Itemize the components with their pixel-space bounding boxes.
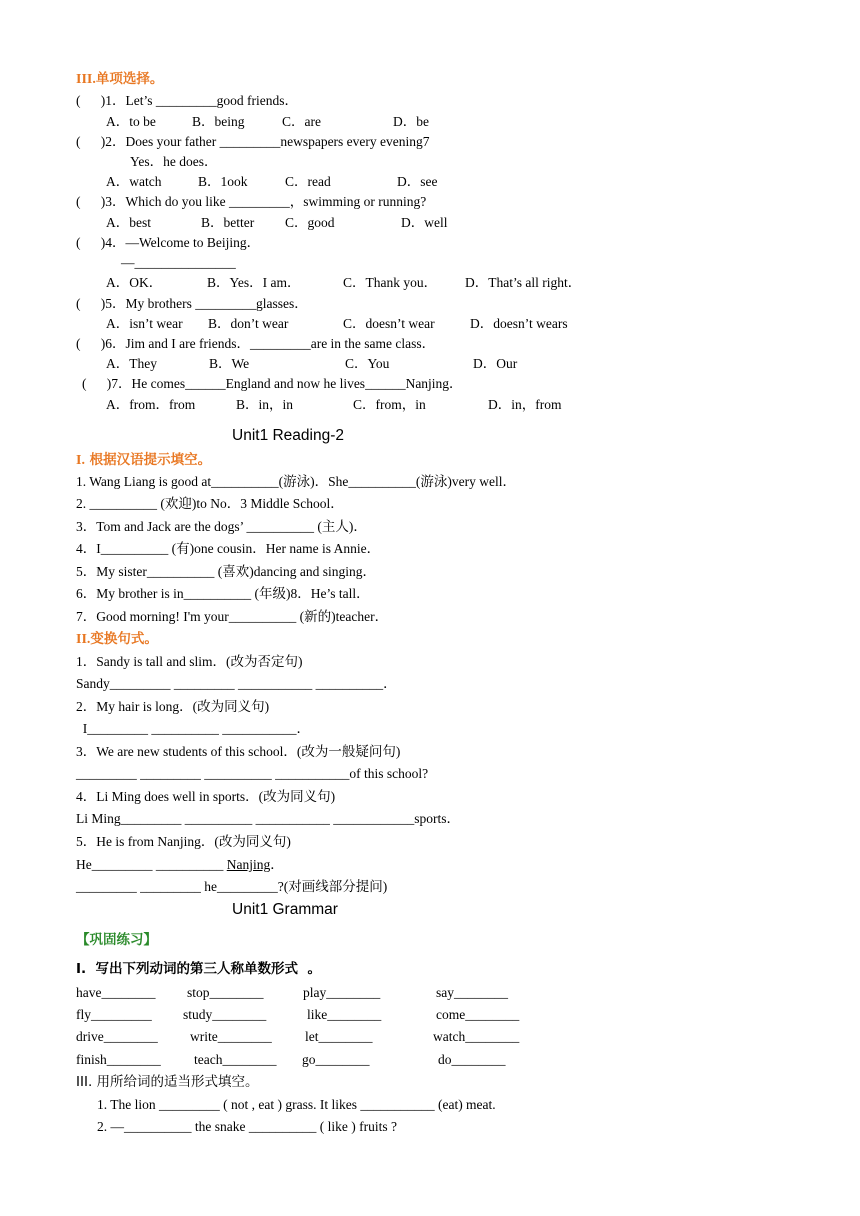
verb-play: play________ bbox=[303, 985, 381, 1000]
fill-item-5: 5．My sister__________ (喜欢)dancing and singing． bbox=[76, 564, 376, 579]
fill-item-1: 1. Wang Liang is good at__________(游泳)．She__________(游泳)very well． bbox=[76, 474, 516, 489]
transform-item-4-question: 4．Li Ming does well in sports．(改为同义句) bbox=[76, 789, 336, 804]
q2-option-c: C．read bbox=[285, 174, 331, 189]
q5-option-d: D．doesn’t wears bbox=[470, 316, 568, 331]
q7-stem: ( )7．He comes______England and now he lives______Nanjing． bbox=[82, 376, 463, 391]
grammar-title: Unit1 Grammar bbox=[232, 901, 338, 918]
verb-watch: watch________ bbox=[433, 1029, 520, 1044]
underlined-word: Nanjing bbox=[226, 857, 271, 872]
transform-item-5-question: 5．He is from Nanjing．(改为同义句) bbox=[76, 834, 291, 849]
q3-option-d: D．well bbox=[401, 215, 448, 230]
transform-item-5-extra: _________ _________ he_________?(对画线部分提问) bbox=[76, 879, 388, 894]
q5-stem: ( )5．My brothers _________glasses． bbox=[76, 296, 308, 311]
q5-option-c: C．doesn’t wear bbox=[343, 316, 435, 331]
q6-option-c: C．You bbox=[345, 356, 390, 371]
fill-item-7: 7．Good morning! I'm your__________ (新的)teacher． bbox=[76, 609, 389, 624]
reading2-part1-heading: I. 根据汉语提示填空。 bbox=[76, 452, 212, 468]
q4-option-d: D．That’s all right． bbox=[465, 275, 582, 290]
q3-option-a: A．best bbox=[106, 215, 151, 230]
q6-option-a: A．They bbox=[106, 356, 157, 371]
fill-item-6: 6．My brother is in__________ (年级)8．He’s tall． bbox=[76, 586, 370, 601]
q6-option-b: B．We bbox=[209, 356, 250, 371]
q1-option-d: D．be bbox=[393, 114, 429, 129]
q5-option-b: B．don’t wear bbox=[208, 316, 289, 331]
practice-label: 【巩固练习】 bbox=[76, 932, 157, 948]
transform-item-4-answer: Li Ming_________ __________ ___________ ____________sports． bbox=[76, 811, 461, 826]
q1-stem: ( )1．Let’s _________good friends． bbox=[76, 93, 298, 108]
grammar-fill-item-1: 1. The lion _________ ( not , eat ) grass. It likes ___________ (eat) meat. bbox=[97, 1097, 496, 1112]
verb-finish: finish________ bbox=[76, 1052, 161, 1067]
grammar-fill-item-2: 2. —__________ the snake __________ ( like ) fruits ? bbox=[97, 1119, 397, 1134]
q7-option-d: D．in，from bbox=[488, 397, 562, 412]
q2-option-b: B．1ook bbox=[198, 174, 248, 189]
q1-option-a: A．to be bbox=[106, 114, 156, 129]
transform-item-2-answer: I_________ __________ ___________． bbox=[76, 721, 310, 736]
q7-option-a: A．from．from bbox=[106, 397, 196, 412]
q1-option-b: B．being bbox=[192, 114, 245, 129]
q2-stem: ( )2．Does your father _________newspapers every evening7 bbox=[76, 134, 430, 149]
verb-do: do________ bbox=[438, 1052, 506, 1067]
verb-like: like________ bbox=[307, 1007, 382, 1022]
verb-drive: drive________ bbox=[76, 1029, 158, 1044]
q3-option-b: B．better bbox=[201, 215, 255, 230]
grammar-part3-heading: III. 用所给词的适当形式填空。 bbox=[76, 1074, 259, 1090]
section-heading-single-choice: III.单项选择。 bbox=[76, 71, 164, 87]
verb-come: come________ bbox=[436, 1007, 520, 1022]
transform-item-3-question: 3．We are new students of this school．(改为一般疑问句) bbox=[76, 744, 401, 759]
verb-go: go________ bbox=[302, 1052, 370, 1067]
verb-have: have________ bbox=[76, 985, 156, 1000]
q7-option-c: C．from，in bbox=[353, 397, 426, 412]
q4-answer-line: —_______________ bbox=[121, 255, 236, 270]
verb-write: write________ bbox=[190, 1029, 272, 1044]
transform-item-1-question: 1．Sandy is tall and slim．(改为否定句) bbox=[76, 654, 303, 669]
q6-option-d: D．Our bbox=[473, 356, 518, 371]
fill-item-2: 2. __________ (欢迎)to No．3 Middle School． bbox=[76, 496, 344, 511]
q3-option-c: C．good bbox=[285, 215, 335, 230]
q1-option-c: C．are bbox=[282, 114, 321, 129]
q2-option-a: A．watch bbox=[106, 174, 162, 189]
q4-option-a: A．OK． bbox=[106, 275, 163, 290]
q4-option-c: C．Thank you． bbox=[343, 275, 438, 290]
verb-study: study________ bbox=[183, 1007, 267, 1022]
q3-stem: ( )3．Which do you like _________，swimming or running? bbox=[76, 194, 427, 209]
reading2-title: Unit1 Reading-2 bbox=[232, 427, 345, 444]
fill-item-4: 4．I__________ (有)one cousin．Her name is Annie． bbox=[76, 541, 381, 556]
reading2-part2-heading: II.变换句式。 bbox=[76, 631, 158, 647]
q7-option-b: B．in，in bbox=[236, 397, 294, 412]
transform-item-5-answer: He_________ __________ Nanjing． bbox=[76, 857, 284, 872]
q4-option-b: B．Yes．I am． bbox=[207, 275, 301, 290]
q5-option-a: A．isn’t wear bbox=[106, 316, 183, 331]
q2-answer-line: Yes．he does． bbox=[130, 154, 218, 169]
transform-item-1-answer: Sandy_________ _________ ___________ __________． bbox=[76, 676, 397, 691]
q6-stem: ( )6．Jim and I are friends．_________are in the same class． bbox=[76, 336, 436, 351]
q2-option-d: D．see bbox=[397, 174, 438, 189]
verb-fly: fly_________ bbox=[76, 1007, 152, 1022]
grammar-part1-heading: I. 写出下列动词的第三人称单数形式 。 bbox=[76, 961, 321, 977]
verb-teach: teach________ bbox=[194, 1052, 277, 1067]
verb-let: let________ bbox=[305, 1029, 373, 1044]
fill-item-3: 3．Tom and Jack are the dogs’ __________ (主人)． bbox=[76, 519, 367, 534]
transform-item-3-answer: _________ _________ __________ ___________of this school? bbox=[76, 766, 429, 781]
transform-item-2-question: 2．My hair is long．(改为同义句) bbox=[76, 699, 270, 714]
q4-stem: ( )4．—Welcome to Beijing． bbox=[76, 235, 261, 250]
verb-say: say________ bbox=[436, 985, 508, 1000]
verb-stop: stop________ bbox=[187, 985, 264, 1000]
